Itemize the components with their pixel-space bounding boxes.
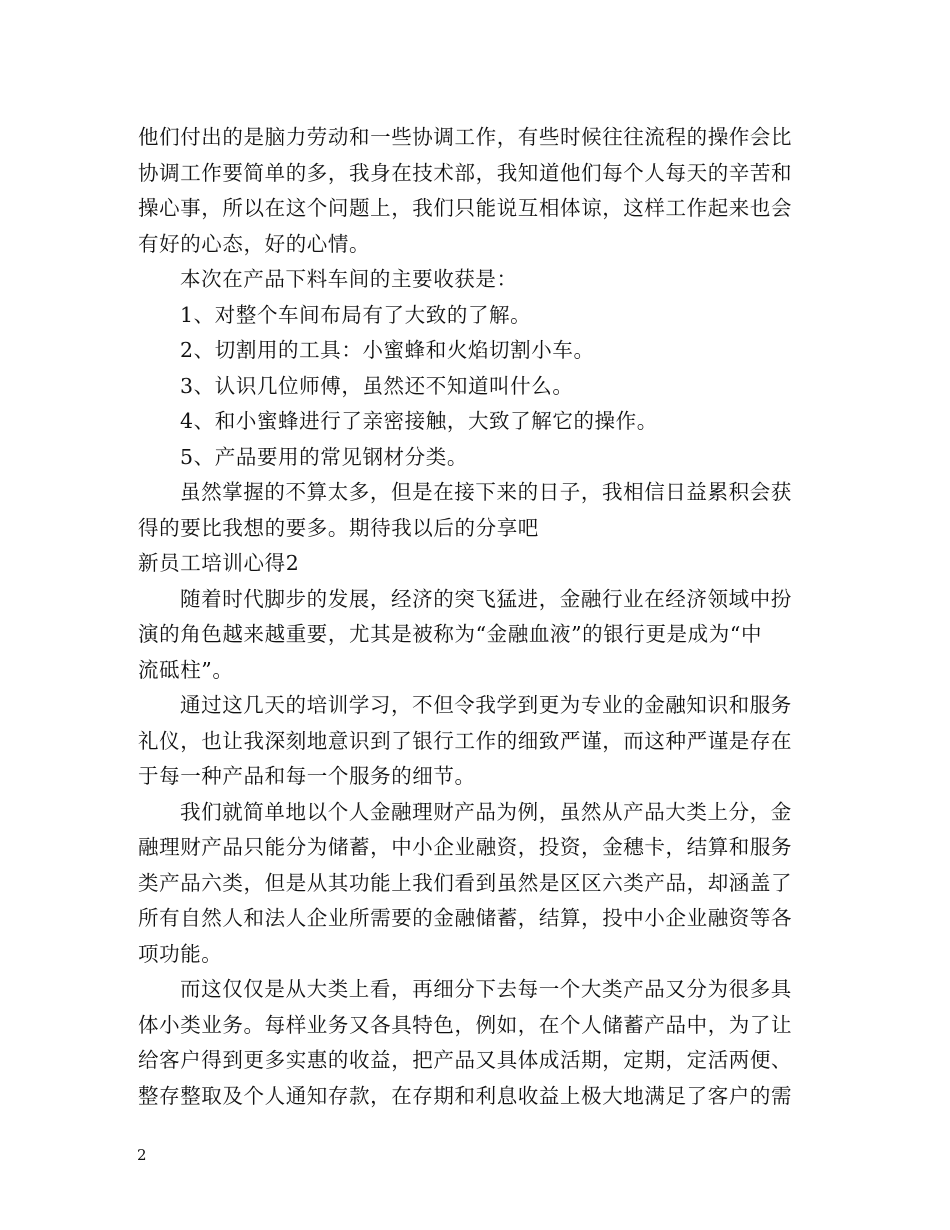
text-line: 体小类业务。每样业务又各具特色，例如，在个人储蓄产品中，为了让 bbox=[138, 1012, 793, 1037]
text-line: 演的角色越来越重要，尤其是被称为“金融血液”的银行更是成为“中 bbox=[138, 622, 763, 646]
text-line: 通过这几天的培训学习，不但令我学到更为专业的金融知识和服务 bbox=[180, 693, 792, 717]
text-line: 类产品六类，但是从其功能上我们看到虽然是区区六类产品，却涵盖了 bbox=[138, 870, 793, 895]
text-line: 而这仅仅是从大类上看，再细分下去每一个大类产品又分为很多具 bbox=[180, 977, 792, 1001]
text-line: 本次在产品下料车间的主要收获是： bbox=[180, 267, 518, 291]
page-number: 2 bbox=[137, 1146, 147, 1164]
text-line: 给客户得到更多实惠的收益，把产品又具体成活期，定期，定活两便、 bbox=[138, 1048, 793, 1072]
text-line: 我们就简单地以个人金融理财产品为例，虽然从产品大类上分，金 bbox=[180, 799, 792, 824]
list-item: 5、产品要用的常见钢材分类。 bbox=[180, 444, 468, 469]
list-item: 4、和小蜜蜂进行了亲密接触，大致了解它的操作。 bbox=[180, 409, 658, 433]
text-line: 融理财产品只能分为储蓄，中小企业融资，投资，金穗卡，结算和服务 bbox=[138, 835, 793, 859]
text-line: 他们付出的是脑力劳动和一些协调工作，有些时候往往流程的操作会比 bbox=[138, 125, 793, 149]
list-item: 2、切割用的工具：小蜜蜂和火焰切割小车。 bbox=[180, 338, 595, 362]
text-line: 整存整取及个人通知存款，在存期和利息收益上极大地满足了客户的需 bbox=[138, 1083, 793, 1108]
text-line: 有好的心态，好的心情。 bbox=[138, 231, 371, 256]
text-line: 所有自然人和法人企业所需要的金融储蓄，结算，投中小企业融资等各 bbox=[138, 906, 793, 930]
text-line: 虽然掌握的不算太多，但是在接下来的日子，我相信日益累积会获 bbox=[180, 480, 792, 504]
text-line: 随着时代脚步的发展，经济的突飞猛进，金融行业在经济领域中扮 bbox=[180, 586, 792, 611]
text-line: 于每一种产品和每一个服务的细节。 bbox=[138, 764, 476, 788]
text-line: 礼仪，也让我深刻地意识到了银行工作的细致严谨，而这种严谨是存在 bbox=[138, 728, 793, 753]
text-line: 操心事，所以在这个问题上，我们只能说互相体谅，这样工作起来也会 bbox=[138, 196, 793, 220]
text-line: 流砥柱”。 bbox=[138, 657, 234, 682]
document-body bbox=[138, 120, 818, 1114]
list-item: 1、对整个车间布局有了大致的了解。 bbox=[180, 302, 532, 327]
list-item: 3、认识几位师傅，虽然还不知道叫什么。 bbox=[180, 373, 574, 398]
text-line: 协调工作要简单的多，我身在技术部，我知道他们每个人每天的辛苦和 bbox=[138, 160, 793, 185]
section-heading: 新员工培训心得2 bbox=[138, 551, 300, 575]
text-line: 项功能。 bbox=[138, 941, 223, 966]
text-line: 得的要比我想的要多。期待我以后的分享吧 bbox=[138, 515, 539, 540]
